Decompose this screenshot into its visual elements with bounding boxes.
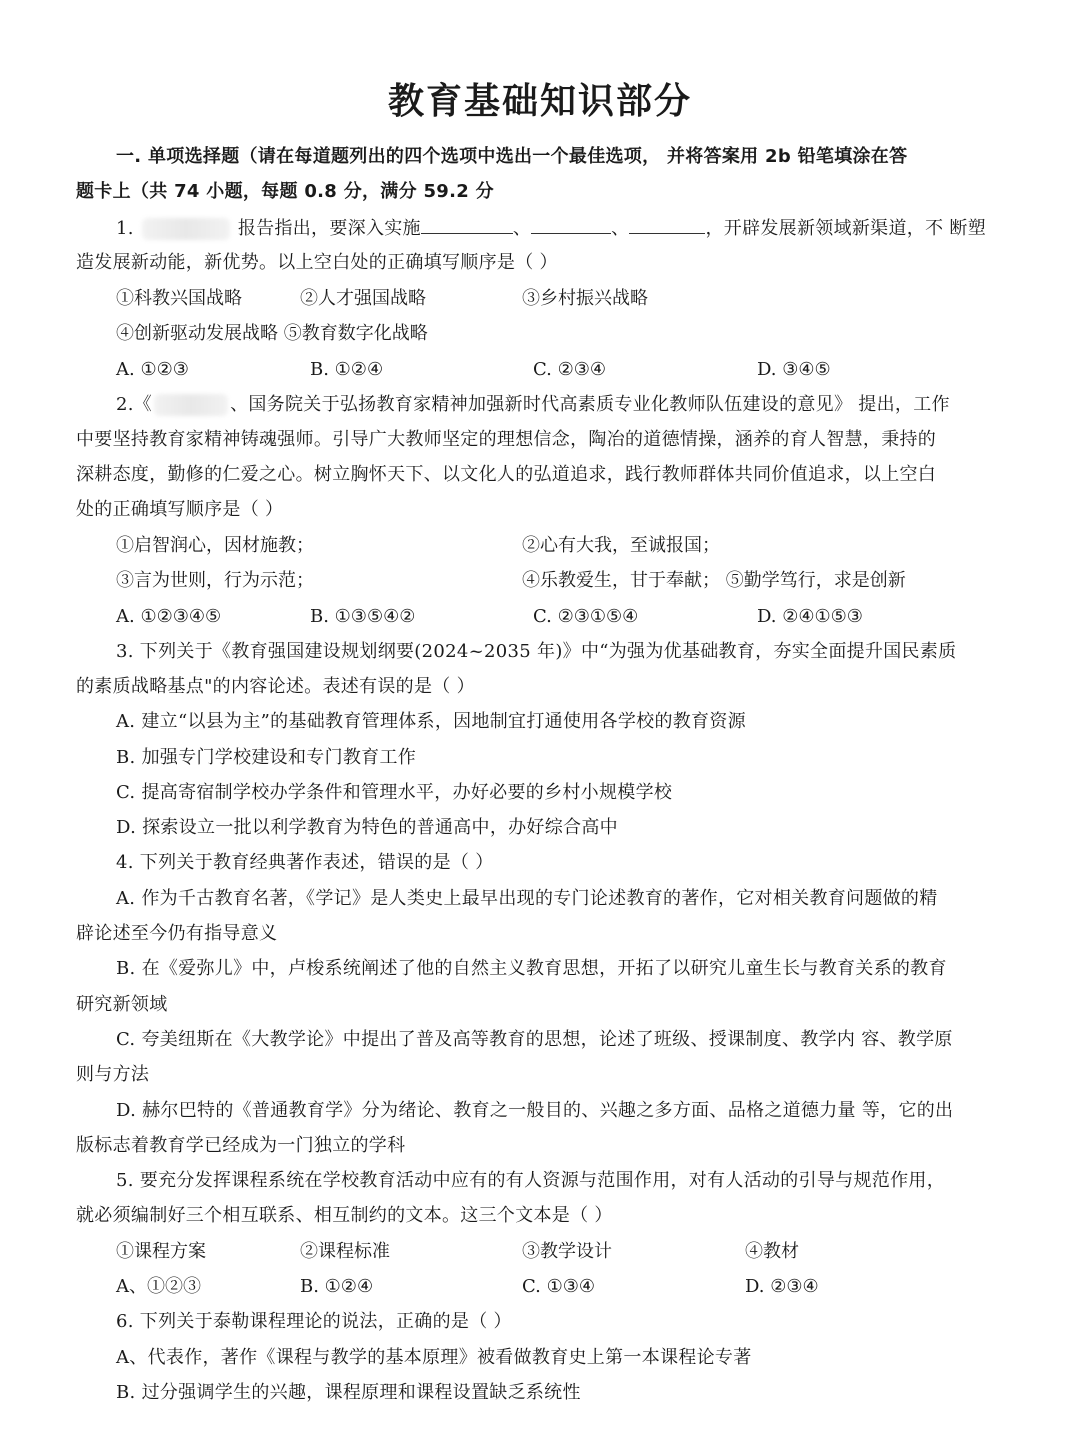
q3-option-b: B. 加强专门学校建设和专门教育工作 — [116, 747, 417, 768]
q2-item: ①启智润心，因材施教； — [116, 535, 314, 556]
q1-blank-1 — [421, 213, 513, 234]
q1-option-a: A. ①②③ — [116, 359, 189, 380]
q1-blank-2 — [531, 213, 611, 234]
q1-item: ②人才强国战略 — [300, 288, 426, 309]
q3-line2: 的素质战略基点"的内容论述。表述有误的是（ ） — [76, 676, 475, 697]
q1-separator: 、 — [611, 218, 630, 239]
q1-line1 — [116, 211, 986, 246]
q3-line1: 3. 下列关于《教育强国建设规划纲要(2024~2035 年)》中“为强为优基础教育，夯实全面提升国民素质 — [116, 641, 957, 662]
q5-line2: 就必须编制好三个相互联系、相互制约的文本。这三个文本是（ ） — [76, 1205, 613, 1226]
q2-option-a: A. ①②③④⑤ — [116, 606, 222, 627]
q4-option-d-cont: 版标志着教育学已经成为一门独立的学科 — [76, 1135, 406, 1156]
q2-number: 2.《 — [116, 394, 153, 415]
section-heading: 一. 单项选择题（请在每道题列出的四个选项中选出一个最佳选项， 并将答案用 2b 铅笔填涂在答 — [116, 146, 908, 167]
q4-option-a: A. 作为千古教育名著，《学记》是人类史上最早出现的专门论述教育的著作，它对相关教育问题做的精 — [116, 888, 938, 909]
q1-separator: 、 — [512, 218, 532, 239]
q6-line1: 6. 下列关于泰勒课程理论的说法，正确的是（ ） — [116, 1311, 512, 1332]
q5-option-d: D. ②③④ — [745, 1276, 819, 1297]
q5-item: ②课程标准 — [300, 1241, 390, 1262]
q1-line2: 造发展新动能，新优势。以上空白处的正确填写顺序是（ ） — [76, 252, 558, 273]
q5-option-c: C. ①③④ — [522, 1276, 595, 1297]
q2-item: ④乐教爱生，甘于奉献； ⑤勤学笃行，求是创新 — [522, 570, 906, 591]
q1-item: ③乡村振兴战略 — [522, 288, 648, 309]
q4-option-d: D. 赫尔巴特的《普通教育学》分为绪论、教育之一般目的、兴趣之多方面、品格之道德力量 等，它的出 — [116, 1100, 954, 1121]
q1-option-b: B. ①②④ — [310, 359, 384, 380]
q5-option-b: B. ①②④ — [300, 1276, 374, 1297]
redacted-text — [154, 394, 228, 416]
page-title: 教育基础知识部分 — [387, 81, 692, 122]
q2-line3: 深耕态度，勤修的仁爱之心。树立胸怀天下、以文化人的弘道追求，践行教师群体共同价值追求，以上空白 — [76, 464, 937, 485]
q1-number: 1. — [116, 218, 134, 239]
q2-line4: 处的正确填写顺序是（ ） — [76, 499, 284, 520]
q4-option-b: B. 在《爱弥儿》中，卢梭系统阐述了他的自然主义教育思想，开拓了以研究儿童生长与教育关系的教育 — [116, 958, 947, 979]
q2-text: 、国务院关于弘扬教育家精神加强新时代高素质专业化教师队伍建设的意见》 提出，工作 — [230, 394, 950, 415]
q1-text: 报告指出，要深入实施 — [237, 218, 421, 239]
q4-option-c: C. 夸美纽斯在《大教学论》中提出了普及高等教育的思想，论述了班级、授课制度、教学内 容、教学原 — [116, 1029, 953, 1050]
q3-option-a: A. 建立“以县为主”的基础教育管理体系，因地制宜打通使用各学校的教育资源 — [116, 711, 746, 732]
q2-line2: 中要坚持教育家精神铸魂强师。引导广大教师坚定的理想信念，陶冶的道德情操，涵养的育人智慧，秉持的 — [76, 429, 937, 450]
q3-option-c: C. 提高寄宿制学校办学条件和管理水平，办好必要的乡村小规模学校 — [116, 782, 673, 803]
section-heading-cont: 题卡上（共 74 小题，每题 0.8 分，满分 59.2 分 — [76, 181, 494, 202]
q6-option-b: B. 过分强调学生的兴趣，课程原理和课程设置缺乏系统性 — [116, 1382, 581, 1403]
q4-option-a-cont: 辟论述至今仍有指导意义 — [76, 923, 278, 944]
q5-item: ①课程方案 — [116, 1241, 206, 1262]
q1-option-c: C. ②③④ — [533, 359, 606, 380]
q1-option-d: D. ③④⑤ — [757, 359, 831, 380]
q5-item: ④教材 — [745, 1241, 799, 1262]
q3-option-d: D. 探索设立一批以利学教育为特色的普通高中，办好综合高中 — [116, 817, 618, 838]
q2-item: ③言为世则，行为示范； — [116, 570, 314, 591]
q6-option-a: A、代表作，著作《课程与教学的基本原理》被看做教育史上第一本课程论专著 — [116, 1347, 752, 1368]
q2-line1 — [116, 387, 950, 422]
q5-line1: 5. 要充分发挥课程系统在学校教育活动中应有的有人资源与范围作用，对有人活动的引导与规范作用， — [116, 1170, 945, 1191]
q1-item: ④创新驱动发展战略 ⑤教育数字化战略 — [116, 323, 428, 344]
q1-blank-3 — [629, 213, 705, 234]
q5-option-a: A、①②③ — [116, 1276, 201, 1297]
q4-line1: 4. 下列关于教育经典著作表述，错误的是（ ） — [116, 852, 494, 873]
q2-item: ②心有大我，至诚报国； — [522, 535, 720, 556]
q5-item: ③教学设计 — [522, 1241, 612, 1262]
q4-option-c-cont: 则与方法 — [76, 1064, 150, 1085]
q2-option-b: B. ①③⑤④② — [310, 606, 416, 627]
q1-item: ①科教兴国战略 — [116, 288, 242, 309]
redacted-text — [142, 218, 230, 240]
q2-option-c: C. ②③①⑤④ — [533, 606, 639, 627]
q2-option-d: D. ②④①⑤③ — [757, 606, 863, 627]
q4-option-b-cont: 研究新领域 — [76, 994, 168, 1015]
q1-text-tail: ，开辟发展新领域新渠道，不 断塑 — [705, 218, 986, 239]
